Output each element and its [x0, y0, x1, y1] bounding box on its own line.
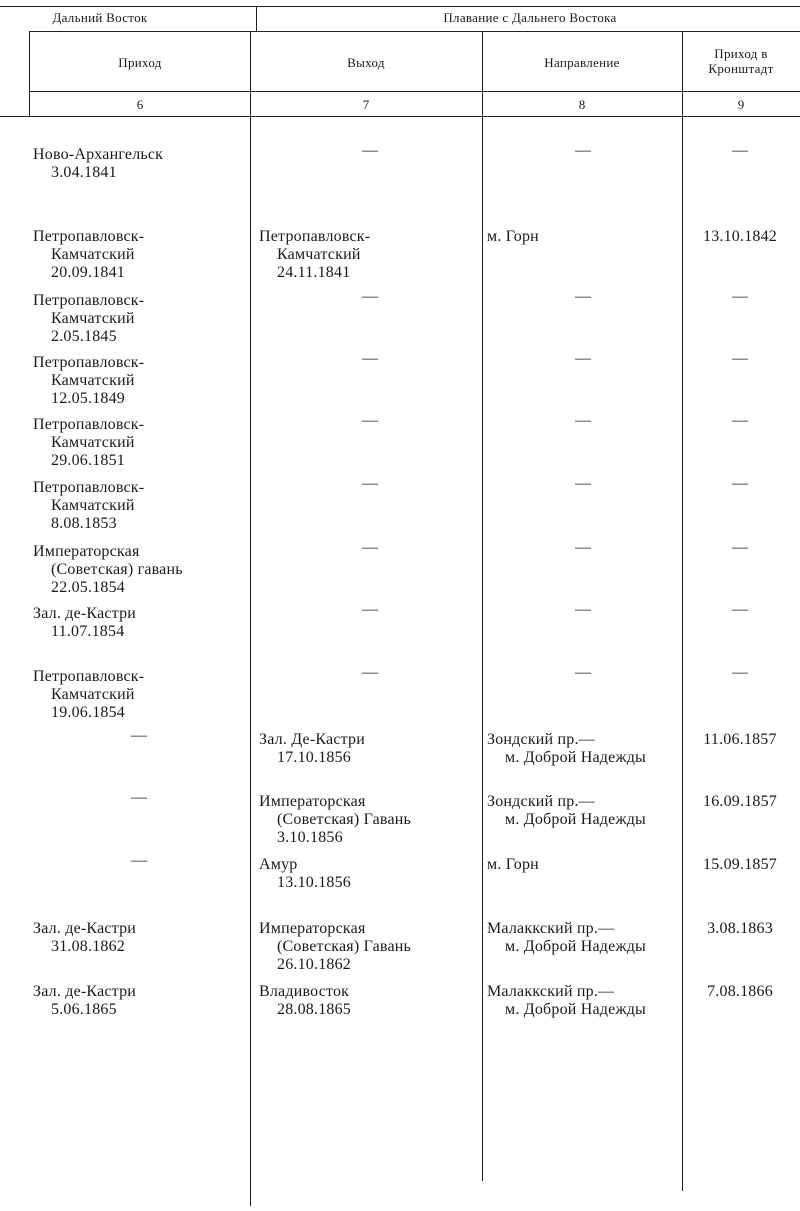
- direction-cell: [487, 983, 646, 1019]
- col-header-direction: Направление: [544, 55, 620, 70]
- kronstadt-cell: 7.08.1866: [707, 983, 773, 1000]
- direction-line: Малаккский пр.—: [487, 920, 615, 937]
- kronstadt-dash: —: [732, 350, 748, 367]
- col-header-kronstadt: [682, 46, 800, 76]
- departure-dash: —: [362, 601, 378, 618]
- departure-line: 28.08.1865: [277, 1001, 351, 1018]
- col-divider-1: [250, 31, 251, 1206]
- departure-line: 17.10.1856: [277, 749, 351, 766]
- direction-dash: —: [575, 350, 591, 367]
- direction-dash: —: [575, 288, 591, 305]
- direction-cell: [487, 920, 646, 956]
- arrival-cell: [33, 228, 144, 282]
- direction-cell: [487, 793, 646, 829]
- departure-line: (Советская) Гавань: [277, 938, 412, 955]
- col-header-arrival: Приход: [118, 55, 162, 70]
- kronstadt-dash: —: [732, 475, 748, 492]
- departure-dash: —: [362, 142, 378, 159]
- kronstadt-dash: —: [732, 142, 748, 159]
- arrival-line: 22.05.1854: [51, 579, 125, 596]
- departure-dash: —: [362, 475, 378, 492]
- arrival-cell: [33, 354, 144, 408]
- header-bottom-rule: [0, 116, 800, 117]
- departure-line: Зал. Де-Кастри: [259, 731, 365, 748]
- arrival-line: 31.08.1862: [51, 938, 125, 955]
- group-header-rule: [30, 31, 800, 32]
- arrival-dash: —: [131, 789, 147, 806]
- arrival-line: 12.05.1849: [51, 390, 125, 407]
- arrival-line: Ново-Архангельск: [33, 146, 164, 163]
- arrival-line: Камчатский: [51, 372, 135, 389]
- arrival-line: Петропавловск-: [33, 416, 145, 433]
- col-header-kronstadt-line1: Приход в: [714, 46, 768, 61]
- direction-line: м. Горн: [487, 228, 539, 245]
- departure-line: Амур: [259, 856, 298, 873]
- direction-line: Малаккский пр.—: [487, 983, 615, 1000]
- direction-dash: —: [575, 412, 591, 429]
- departure-line: Императорская: [259, 920, 366, 937]
- direction-dash: —: [575, 601, 591, 618]
- departure-line: Петропавловск-: [259, 228, 371, 245]
- kronstadt-dash: —: [732, 539, 748, 556]
- arrival-line: 11.07.1854: [51, 623, 125, 640]
- direction-cell: [487, 731, 646, 767]
- departure-line: (Советская) Гавань: [277, 811, 412, 828]
- direction-dash: —: [575, 142, 591, 159]
- col-number-9: 9: [737, 97, 745, 112]
- departure-dash: —: [362, 288, 378, 305]
- departure-line: 13.10.1856: [277, 874, 351, 891]
- kronstadt-cell: 13.10.1842: [703, 228, 777, 245]
- arrival-cell: [33, 605, 136, 641]
- direction-dash: —: [575, 539, 591, 556]
- arrival-line: Петропавловск-: [33, 479, 145, 496]
- arrival-line: (Советская) гавань: [51, 561, 183, 578]
- departure-dash: —: [362, 664, 378, 681]
- arrival-line: Зал. де-Кастри: [33, 605, 137, 622]
- arrival-line: Петропавловск-: [33, 668, 145, 685]
- direction-line: м. Горн: [487, 856, 539, 873]
- arrival-dash: —: [131, 727, 147, 744]
- kronstadt-cell: 3.08.1863: [707, 920, 773, 937]
- arrival-cell: [33, 146, 163, 182]
- arrival-line: Петропавловск-: [33, 354, 145, 371]
- arrival-line: Зал. де-Кастри: [33, 920, 137, 937]
- arrival-cell: [33, 416, 144, 470]
- direction-line: м. Доброй Надежды: [505, 749, 646, 766]
- direction-line: Зондский пр.—: [487, 731, 595, 748]
- header-voyage: Плавание с Дальнего Востока: [443, 10, 617, 25]
- departure-dash: —: [362, 539, 378, 556]
- top-rule: [0, 6, 800, 7]
- arrival-line: Петропавловск-: [33, 292, 145, 309]
- kronstadt-cell: 16.09.1857: [703, 793, 777, 810]
- departure-cell: [259, 793, 411, 847]
- col-divider-3: [682, 31, 683, 1191]
- direction-dash: —: [575, 664, 591, 681]
- arrival-line: 2.05.1845: [51, 328, 117, 345]
- departure-dash: —: [362, 350, 378, 367]
- group-divider: [256, 6, 257, 31]
- arrival-line: Императорская: [33, 543, 140, 560]
- arrival-line: Камчатский: [51, 434, 135, 451]
- direction-line: м. Доброй Надежды: [505, 811, 646, 828]
- departure-cell: [259, 228, 370, 282]
- col-header-departure: Выход: [347, 55, 385, 70]
- arrival-line: Камчатский: [51, 246, 135, 263]
- arrival-line: Камчатский: [51, 497, 135, 514]
- kronstadt-dash: —: [732, 288, 748, 305]
- arrival-cell: [33, 543, 183, 597]
- arrival-line: 20.09.1841: [51, 264, 125, 281]
- departure-line: 26.10.1862: [277, 956, 351, 973]
- header-far-east: Дальний Восток: [52, 10, 148, 25]
- direction-cell: [487, 856, 539, 874]
- arrival-line: 19.06.1854: [51, 704, 125, 721]
- departure-line: Владивосток: [259, 983, 350, 1000]
- departure-cell: [259, 983, 351, 1019]
- direction-cell: [487, 228, 539, 246]
- arrival-line: 8.08.1853: [51, 515, 117, 532]
- direction-line: м. Доброй Надежды: [505, 938, 646, 955]
- col-number-6: 6: [136, 97, 144, 112]
- column-number-rule: [30, 91, 800, 92]
- kronstadt-cell: 11.06.1857: [703, 731, 777, 748]
- departure-dash: —: [362, 412, 378, 429]
- arrival-line: Камчатский: [51, 310, 135, 327]
- arrival-line: 29.06.1851: [51, 452, 125, 469]
- col-header-kronstadt-line2: Кронштадт: [708, 61, 774, 76]
- arrival-dash: —: [131, 852, 147, 869]
- arrival-line: Камчатский: [51, 686, 135, 703]
- arrival-cell: [33, 479, 144, 533]
- direction-dash: —: [575, 475, 591, 492]
- direction-line: Зондский пр.—: [487, 793, 595, 810]
- arrival-line: Зал. де-Кастри: [33, 983, 137, 1000]
- kronstadt-dash: —: [732, 601, 748, 618]
- departure-line: 3.10.1856: [277, 829, 343, 846]
- arrival-cell: [33, 983, 136, 1019]
- departure-cell: [259, 920, 411, 974]
- col-number-7: 7: [362, 97, 370, 112]
- departure-line: Камчатский: [277, 246, 361, 263]
- kronstadt-dash: —: [732, 664, 748, 681]
- direction-line: м. Доброй Надежды: [505, 1001, 646, 1018]
- arrival-line: 3.04.1841: [51, 164, 117, 181]
- departure-line: 24.11.1841: [277, 264, 351, 281]
- kronstadt-dash: —: [732, 412, 748, 429]
- col-number-8: 8: [578, 97, 586, 112]
- departure-line: Императорская: [259, 793, 366, 810]
- arrival-line: 5.06.1865: [51, 1001, 117, 1018]
- arrival-cell: [33, 668, 144, 722]
- departure-cell: [259, 731, 365, 767]
- departure-cell: [259, 856, 351, 892]
- arrival-cell: [33, 292, 144, 346]
- arrival-cell: [33, 920, 136, 956]
- col-divider-2: [482, 31, 483, 1181]
- kronstadt-cell: 15.09.1857: [703, 856, 777, 873]
- arrival-line: Петропавловск-: [33, 228, 145, 245]
